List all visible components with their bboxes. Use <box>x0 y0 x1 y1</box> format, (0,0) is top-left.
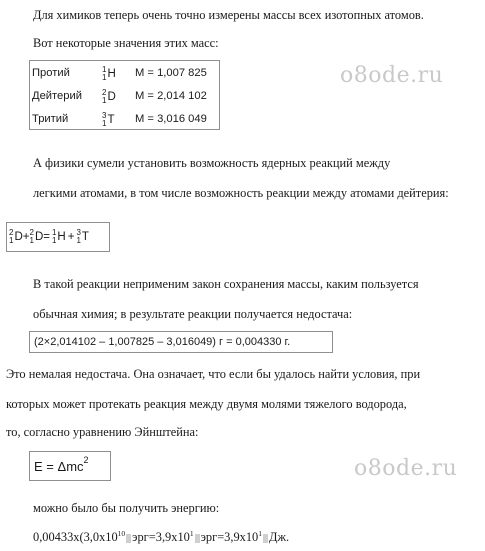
paragraph-mass-conservation: В такой реакции неприменим закон сохранения массы, каким пользуется <box>33 277 419 291</box>
watermark: o8ode.ru <box>340 63 444 88</box>
paragraph-isotope-masses-intro: Для химиков теперь очень точно измерены массы всех изотопных атомов. <box>33 8 424 22</box>
isotope-name: Тритий <box>32 112 69 125</box>
isotope-mass: M = 2,014 102 <box>135 89 207 102</box>
image-placeholder-icon <box>195 534 200 543</box>
reaction-equation <box>6 222 110 252</box>
paragraph-einstein: Это немалая недостача. Она означает, что если бы удалось найти условия, при <box>6 367 421 381</box>
isotope-row-deuterium <box>30 84 215 107</box>
einstein-equation: E = Δ mc 2 <box>29 451 111 481</box>
isotope-mass-table <box>29 60 220 130</box>
watermark: o8ode.ru <box>354 456 458 481</box>
isotope-mass: M = 1,007 825 <box>135 66 207 79</box>
isotope-row-protium <box>30 61 215 84</box>
image-placeholder-icon <box>126 534 131 543</box>
paragraph-nuclear-reactions: А физики сумели установить возможность ядерных реакций между <box>33 156 391 170</box>
isotope-row-tritium <box>30 107 215 130</box>
paragraph-energy-intro: можно было бы получить энергию: <box>33 501 220 515</box>
nuclide-protium: 1 1 H <box>51 228 66 245</box>
image-placeholder-icon <box>263 534 268 543</box>
isotope-mass: M = 3,016 049 <box>135 112 207 125</box>
mass-deficit-formula: (2×2,014102 – 1,007825 – 3,016049) г = 0,004330 г. <box>29 331 333 353</box>
paragraph-nuclear-reactions-cont: легкими атомами, в том числе возможность реакции между атомами дейтерия: <box>33 186 449 200</box>
equals-sign: = <box>43 231 50 243</box>
plus-sign: + <box>67 231 75 243</box>
isotope-name: Протий <box>32 66 70 79</box>
nuclide-deuterium: 2 1 D <box>9 228 23 245</box>
isotope-symbol: 1 1 H <box>102 65 116 82</box>
isotope-name: Дейтерий <box>32 89 82 102</box>
paragraph-mass-conservation-cont: обычная химия; в результате реакции получается недостача: <box>33 307 353 321</box>
delta-symbol: Δ <box>57 458 67 474</box>
energy-formula: $0,00433х(3,0х10^{10}$ $эрг=3,9х10^1$ $эрг=3,9х10^1$ Дж. <box>33 528 290 544</box>
isotope-symbol: 2 1 D <box>102 88 116 105</box>
paragraph-mass-values-intro: Вот некоторые значения этих масс: <box>33 36 219 50</box>
isotope-symbol: 3 1 T <box>102 111 115 128</box>
plus-sign: + <box>22 231 30 243</box>
nuclide-deuterium: 2 1 D <box>29 228 44 245</box>
nuclide-tritium: 3 1 T <box>76 228 89 245</box>
paragraph-einstein-cont: то, согласно уравнению Эйнштейна: <box>6 425 199 439</box>
paragraph-einstein-cont: которых может протекать реакция между двумя молями тяжелого водорода, <box>6 397 407 411</box>
